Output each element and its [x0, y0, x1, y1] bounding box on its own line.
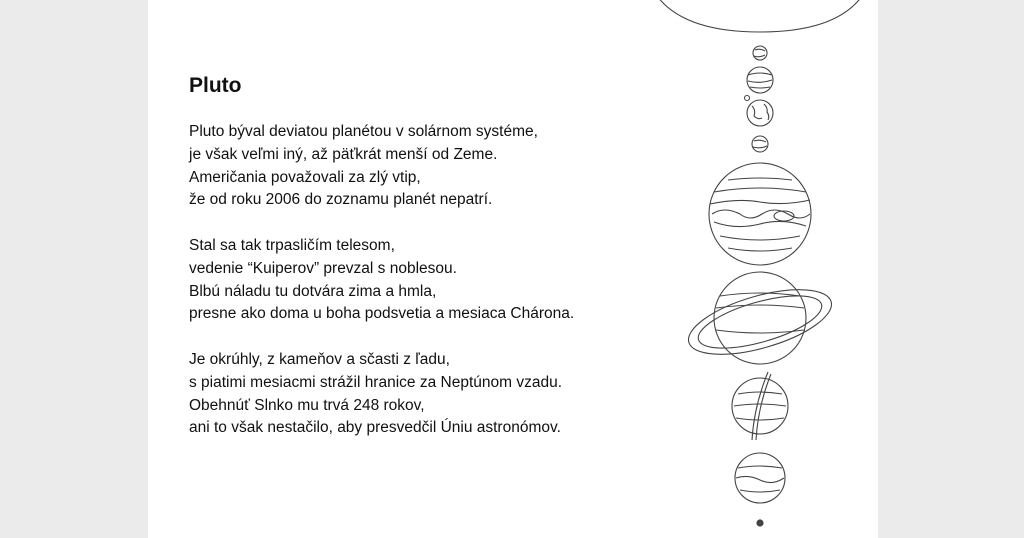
poem-line: Blbú náladu tu dotvára zima a hmla,	[189, 282, 437, 300]
jupiter-icon	[709, 163, 811, 265]
uranus-icon	[732, 372, 788, 440]
poem-line: Stal sa tak trpasličím telesom,	[189, 236, 395, 254]
venus-icon	[747, 67, 773, 93]
poem-line: presne ako doma u boha podsvetia a mesiaca Chárona.	[189, 305, 575, 323]
neptune-icon	[735, 453, 785, 503]
poem-line: vedenie “Kuiperov” prevzal s noblesou.	[189, 259, 457, 277]
pluto-icon	[756, 519, 763, 526]
poem-line: s piatimi mesiacmi strážil hranice za Neptúnom vzadu.	[189, 373, 562, 391]
sun-outline-icon	[653, 0, 866, 32]
poem-line: Obehnúť Slnko mu trvá 248 rokov,	[189, 396, 425, 414]
poem-line: Je okrúhly, z kameňov a sčasti z ľadu,	[189, 350, 450, 368]
solar-system-illustration	[148, 0, 878, 538]
poem-line: Pluto býval deviatou planétou v solárnom systéme,	[189, 123, 538, 140]
poem-line: ani to však nestačilo, aby presvedčil Úniu astronómov.	[189, 419, 561, 437]
saturn-icon	[682, 272, 839, 367]
mars-icon	[752, 136, 768, 152]
page-title: Pluto	[189, 74, 242, 97]
poem-line: že od roku 2006 do zoznamu planét nepatrí.	[189, 191, 493, 209]
earth-icon	[747, 100, 773, 126]
poem-line: Američania považovali za zlý vtip,	[189, 168, 421, 186]
document-page	[148, 0, 878, 538]
mercury-icon	[753, 46, 767, 60]
moon-icon	[745, 96, 750, 101]
poem-line: je však veľmi iný, až päťkrát menší od Zeme.	[189, 145, 498, 163]
